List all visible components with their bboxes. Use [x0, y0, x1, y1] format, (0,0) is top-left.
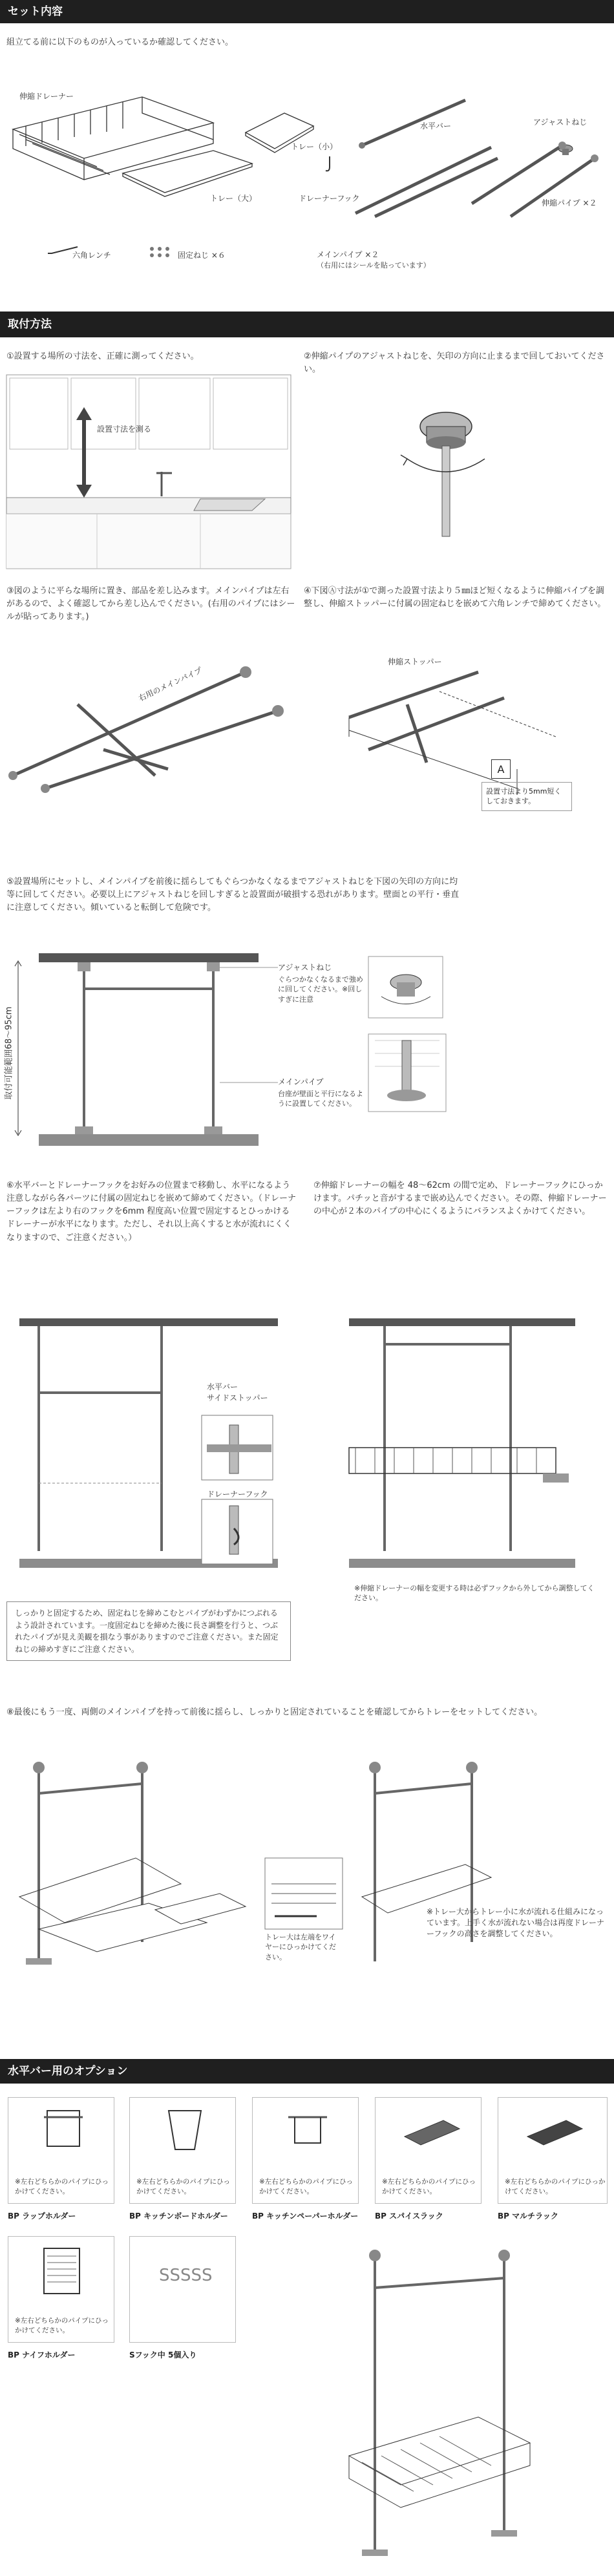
label-hook: ドレーナーフック [299, 194, 360, 203]
step8-tray-note: トレー大は左端をワイヤーにひっかけてください。 [265, 1933, 336, 1961]
hook-illustration [323, 155, 336, 174]
screws-icon [149, 246, 181, 259]
step7-illustration [349, 1318, 582, 1570]
label-hex: 六角レンチ [72, 251, 111, 260]
option-card-3[interactable] [252, 2097, 359, 2204]
step3-text: ③図のように平らな場所に置き、部品を差し込みます。メインパイプは左右があるので、よく確認してから差し込んでください。(右用のパイプにはシールが貼ってあります。) [6, 586, 295, 622]
label-tray-large: トレー（大） [210, 194, 257, 203]
step6-note: しっかりと固定するため、固定ねじを締めこむとパイプがわずかにつぶれるよう設計されています。一度固定ねじを締めた後に長さ調整を行うと、つぶれたパイプが見え美観を損なう事がありますのでご注意ください。また固定ねじの締めすぎにご注意ください。 [6, 1601, 291, 1661]
option-name-1: BP ラップホルダー [8, 2212, 76, 2221]
section-header-set [0, 0, 614, 23]
spice-rack-icon [398, 2104, 463, 2156]
step4-label: 伸縮ストッパー [388, 657, 442, 666]
option-name-5: BP マルチラック [498, 2212, 558, 2221]
option-note: ※左右どちらかのパイプにひっかけてください。 [15, 2177, 109, 2195]
s-hook-icon [156, 2263, 214, 2288]
label-drainer: 伸縮ドレーナー [19, 92, 74, 101]
option-card-7[interactable] [129, 2236, 236, 2343]
step1-illustration [6, 375, 291, 569]
step5-range: 取付可能範囲68〜95cm [4, 1006, 14, 1100]
label-hbar: 水平バー [420, 121, 452, 131]
option-card-2[interactable] [129, 2097, 236, 2204]
multi-rack-icon [521, 2104, 586, 2156]
step4-a-box: A [491, 759, 511, 779]
step2-illustration [375, 388, 517, 536]
step2-text: ②伸縮パイプのアジャストねじを、矢印の方向に止まるまで回しておいてください。 [304, 352, 605, 375]
step4-illustration [310, 653, 595, 801]
paper-holder-icon [282, 2104, 333, 2156]
knife-holder-icon [34, 2243, 92, 2295]
step6-text: ⑥水平バーとドレーナーフックをお好みの位置まで移動し、水平になるよう注意しながら各パーツに付属の固定ねじを嵌めて締めてください。（ドレーナーフックは左より右のフックを6mm 程度高い位置で固定するとひっかけるドレーナーが水平になります。ただし、それ以上高くすると水が流れにくくなりますので、ご注意ください。） [6, 1181, 296, 1243]
step5-main-note: 台座が壁面と平行になるように設置してください。 [278, 1090, 363, 1108]
option-name-2: BP キッチンボードホルダー [129, 2212, 228, 2221]
step5-illustration [13, 953, 284, 1147]
option-card-5[interactable] [498, 2097, 608, 2204]
section-header-install [0, 311, 614, 337]
section-title: 取付方法 [8, 317, 52, 331]
step4-a-note: 設置寸法より5mm短くしておきます。 [482, 782, 572, 811]
option-note: ※左右どちらかのパイプにひっかけてください。 [505, 2177, 606, 2195]
step8-illustration-right [362, 1755, 491, 1981]
section-title: 水平バー用のオプション [8, 2064, 128, 2078]
step6-hook-label: ドレーナーフック [207, 1490, 268, 1499]
step6-stopper-label: サイドストッパー [207, 1393, 268, 1402]
step7-text: ⑦伸縮ドレーナーの幅を 48～62cm の間で定め、ドレーナーフックにひっかけます。パチッと音がするまで嵌め込んでください。その際、伸縮ドレーナーの中心が２本のパイプの中心にくるようにバランスよくかけてください。 [313, 1181, 607, 1217]
svg-text:SSSSS: SSSSS [159, 2266, 213, 2285]
label-screws: 固定ねじ ×６ [178, 251, 226, 260]
step5-main-label: メインパイプ [278, 1077, 324, 1086]
option-name-7: Sフック中 5個入り [129, 2350, 197, 2360]
step4-text: ④下図Ⓐ寸法が①で測った設置寸法より５㎜ほど短くなるように伸縮パイプを調整し、伸縮ストッパーに付属の固定ねじを嵌めて六角レンチで締めてください。 [304, 586, 606, 609]
option-name-4: BP スパイスラック [375, 2212, 443, 2221]
step8-flow-note: ※トレー大からトレー小に水が流れる仕組みになっています。上手く水が流れない場合は再度ドレーナーフックの高さを調整してください。 [427, 1907, 605, 1938]
step8-illustration-left [13, 1755, 252, 1981]
step3-illustration [6, 646, 291, 795]
label-tray-small: トレー（小） [291, 142, 338, 151]
set-intro: 組立てる前に以下のものが入っているか確認してください。 [6, 37, 234, 47]
board-holder-icon [159, 2104, 211, 2156]
label-adjust: アジャストねじ [533, 118, 588, 127]
option-note: ※左右どちらかのパイプにひっかけてください。 [382, 2177, 476, 2195]
wrap-holder-icon [37, 2104, 89, 2156]
step7-note: ※伸縮ドレーナーの幅を変更する時は必ずフックから外してから調整してください。 [354, 1584, 595, 1603]
option-note: ※左右どちらかのパイプにひっかけてください。 [259, 2177, 353, 2195]
step6-hbar-label: 水平バー [207, 1382, 238, 1391]
option-note: ※左右どちらかのパイプにひっかけてください。 [15, 2316, 109, 2334]
step3-label: 右用のメインパイプ [137, 666, 204, 703]
option-card-1[interactable] [8, 2097, 114, 2204]
option-note: ※左右どちらかのパイプにひっかけてください。 [136, 2177, 230, 2195]
label-main-pipe: メインパイプ ×２ [317, 250, 379, 259]
label-expand-pipe: 伸縮パイプ ×２ [542, 198, 597, 207]
step5-adjust-detail [368, 956, 443, 1018]
step5-main-detail [368, 1034, 446, 1112]
options-full-assembly-illustration [336, 2243, 549, 2566]
step5-adjust-note: ぐらつかなくなるまで強めに回してください。※回しすぎに注意 [278, 975, 363, 1004]
step6-illustration [13, 1318, 284, 1570]
label-main-pipe-note: （右用にはシールを貼っています） [317, 261, 430, 269]
step5-adjust-label: アジャストねじ [278, 963, 332, 972]
option-card-4[interactable] [375, 2097, 482, 2204]
step1-label: 設置寸法を測る [97, 425, 152, 434]
step1-text: ①設置する場所の寸法を、正確に測ってください。 [6, 352, 199, 361]
expand-pipes-illustration [465, 132, 601, 223]
option-card-6[interactable] [8, 2236, 114, 2343]
step5-text: ⑤設置場所にセットし、メインパイプを前後に揺らしてもぐらつかなくなるまでアジャストねじを下図の矢印の方向に均等に回してください。必要以上にアジャストねじを回しすぎると設置面が破損する恐れがあります。壁面との平行・垂直に注意してください。傾いていると転倒して危険です。 [6, 877, 460, 913]
option-name-3: BP キッチンペーパーホルダー [252, 2212, 359, 2221]
section-title: セット内容 [8, 5, 63, 18]
step8-text: ⑧最後にもう一度、両側のメインパイプを持って前後に揺らし、しっかりと固定されていることを確認してからトレーをセットしてください。 [6, 1707, 543, 1717]
option-name-6: BP ナイフホルダー [8, 2350, 76, 2360]
section-header-options [0, 2059, 614, 2084]
